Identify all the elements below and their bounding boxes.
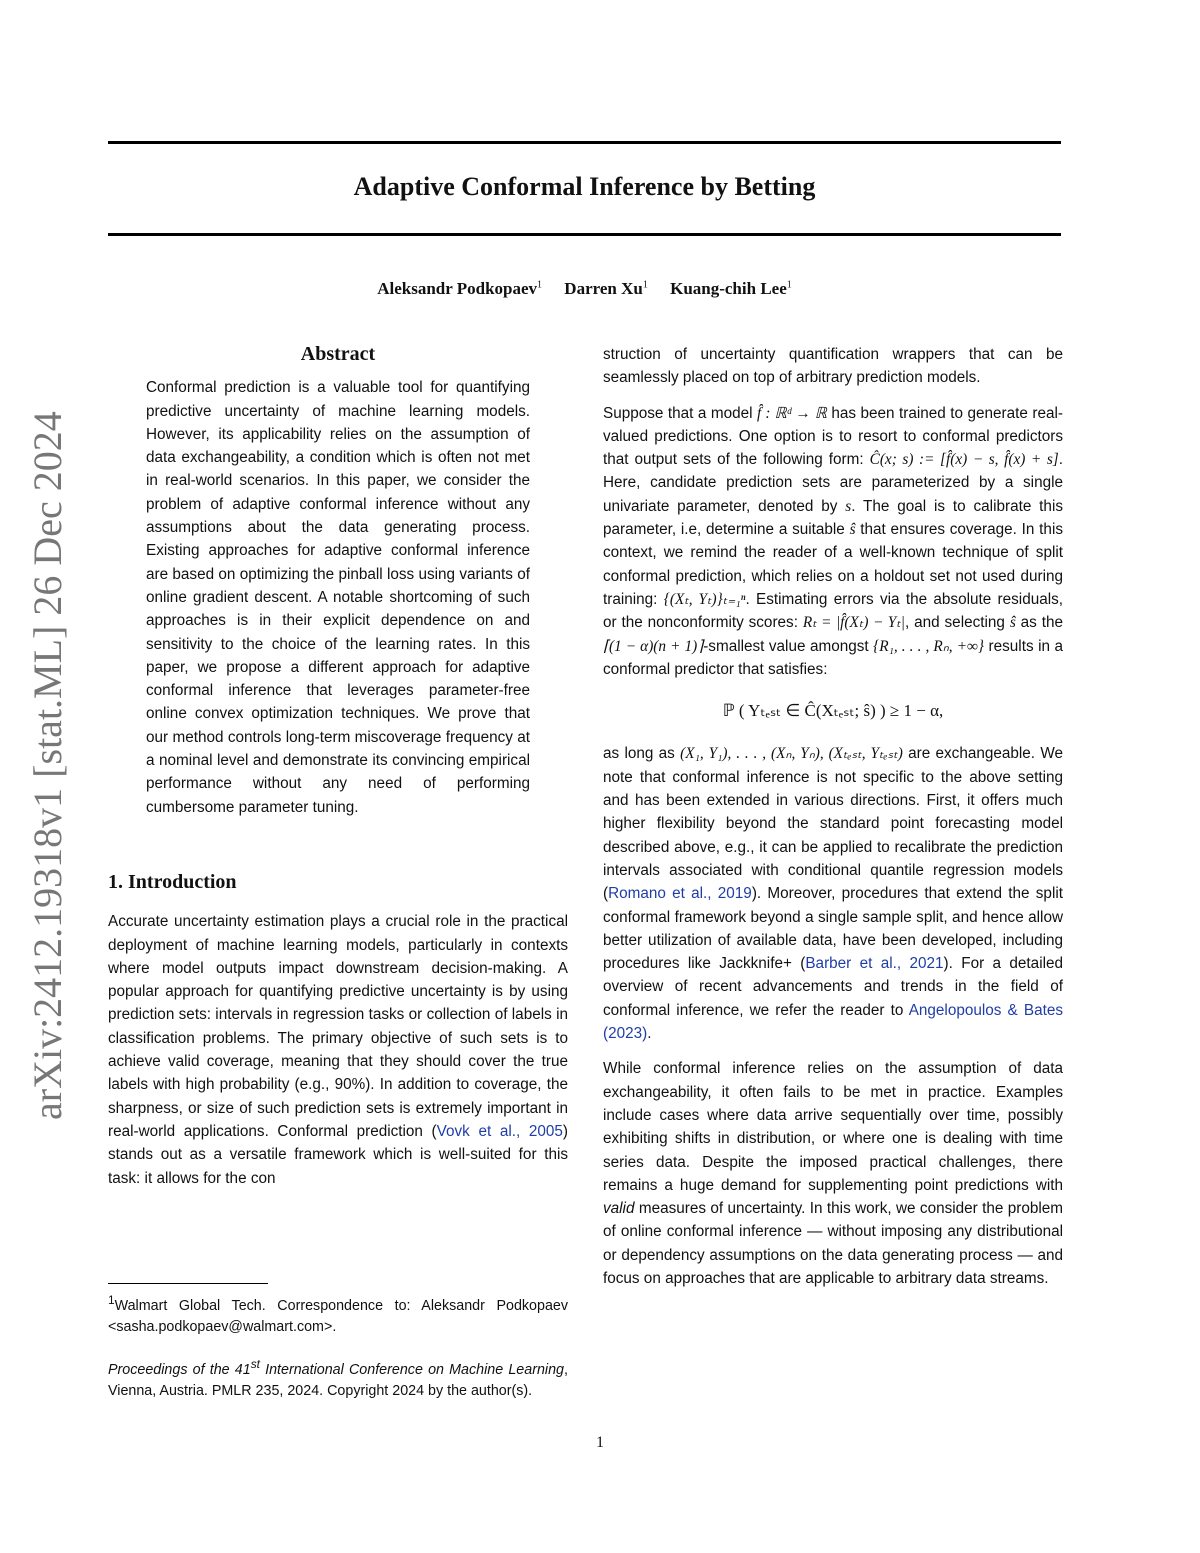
intro-paragraph: Accurate uncertainty estimation plays a crucial role in the practical deployment of machine learning models, particularly in contexts where model outputs impact downstream decision-making. A popular approach for quantifying predictive uncertainty is by using prediction sets: intervals in regression tasks or collection of labels in classification problems. The primary objective of such sets is to achieve valid coverage, meaning that they should cover the true labels with high probability (e.g., 90%). In addition to coverage, the sharpness, or size of such prediction sets is extremely important in real-world applications. Conformal prediction (Vovk et al., 2005) stands out as a versatile framework which is well-suited for this task: it allows for the con — [108, 913, 568, 1187]
author-name: Aleksandr Podkopaev — [377, 279, 538, 298]
citation-link[interactable]: Angelopoulos & Bates (2023) — [603, 1001, 1064, 1043]
author-name: Kuang-chih Lee — [670, 279, 787, 298]
footnotes — [108, 1283, 568, 1402]
footnote-rule — [108, 1283, 268, 1284]
abstract-heading: Abstract — [300, 343, 376, 365]
paper-title: Adaptive Conformal Inference by Betting — [353, 172, 816, 201]
math-inline: {R₁, . . . , Rₙ, +∞} — [873, 637, 985, 655]
proceedings-footnote: Proceedings of the 41st International Conference on Machine Learning, Vienna, Austria. PMLR 235, 2024. Copyright 2024 by the author(s). — [108, 1356, 568, 1399]
affiliation-mark: 1 — [537, 279, 543, 291]
affiliation-mark: 1 — [786, 279, 792, 291]
citation-link[interactable]: Barber et al., 2021 — [805, 955, 944, 973]
affiliation-footnote: $^1$Walmart Global Tech. Correspondence to: Aleksandr Podkopaev <sasha.podkopaev@walmart.com>. — [108, 1293, 568, 1335]
abstract — [108, 343, 568, 819]
citation-link[interactable]: Vovk et al., 2005 — [436, 1122, 563, 1140]
section-heading-introduction: 1. Introduction — [108, 870, 237, 893]
math-inline: ⌈(1 − α)(n + 1)⌉ — [603, 637, 704, 655]
display-equation: ℙ ( Yₜₑₛₜ ∈ Ĉ(Xₜₑₛₜ; ŝ) ) ≥ 1 − α, — [722, 701, 944, 721]
page-number: 1 — [596, 1434, 604, 1451]
math-inline: f̂ : ℝᵈ → ℝ — [757, 404, 827, 422]
title-rule — [108, 233, 1061, 236]
paragraph-exchangeability: as long as (X₁, Y₁), . . . , (Xₙ, Yₙ), (Xₜₑₛₜ, Yₜₑₛₜ) are exchangeable. We note that conformal inference is not specific to the above setting and has been extended in various directions. First, it offers much higher flexibility beyond the standard point forecasting model described above, e.g., it can be applied to recalibrate the prediction intervals associated with conditional quantile regression models (Romano et al., 2019). Moreover, procedures that extend the split conformal framework beyond a single sample split, and hence allow better utilization of available data, have been developed, including procedures like Jackknife+ (Barber et al., 2021). For a detailed overview of recent advancements and trends in the field of conformal inference, we refer the reader to Angelopoulos & Bates (2023). — [603, 745, 1064, 1043]
math-inline: (X₁, Y₁), . . . , (Xₙ, Yₙ), (Xₜₑₛₜ, Yₜₑₛₜ) — [680, 745, 903, 763]
top-rule — [108, 141, 1061, 144]
math-inline: {(Xₜ, Yₜ)}ₜ₌₁ⁿ — [663, 590, 746, 608]
abstract-text: Conformal prediction is a valuable tool for quantifying predictive uncertainty of machine learning models. However, its applicability relies on the assumption of data exchangeability, a condition which is often not met in real-world scenarios. In this paper, we consider the problem of adaptive conformal inference without any assumptions about the data generating process. Existing approaches for adaptive conformal inference are based on optimizing the pinball loss using variants of online gradient descent. A notable shortcoming of such approaches is in their explicit dependence on and sensitivity to the choice of the learning rates. In this paper, we propose a different approach for adaptive conformal inference that leverages parameter-free online convex optimization techniques. We prove that our method controls long-term miscoverage frequency at a nominal level and demonstrate its convincing empirical performance without any need of performing cumbersome parameter tuning. — [146, 379, 530, 816]
author-list — [108, 279, 1061, 299]
citation-link[interactable]: Romano et al., 2019 — [608, 885, 752, 903]
right-column — [603, 343, 1063, 1302]
left-column — [108, 343, 568, 1202]
affiliation-mark: 1 — [642, 279, 648, 291]
paragraph-setup: Suppose that a model f̂ : ℝᵈ → ℝ has been trained to generate real-valued predictions. One option is to resort to conformal predictors that output sets of the following form: Ĉ(x; s) := [f̂(x) − s, f̂(x) + s]. Here, candidate prediction sets are parameterized by a single univariate parameter, denoted by s. The goal is to calibrate this parameter, i.e, determine a suitable ŝ that ensures coverage. In this context, we remind the reader of a well-known technique of split conformal prediction, which relies on a holdout set not used during training: {(Xₜ, Yₜ)}ₜ₌₁ⁿ. Estimating errors via the absolute residuals, or the nonconformity scores: Rₜ = |f̂(Xₜ) − Yₜ|, and selecting ŝ as the ⌈(1 − α)(n + 1)⌉-smallest value amongst {R₁, . . . , Rₙ, +∞} results in a conformal predictor that satisfies: — [603, 404, 1064, 678]
paragraph-continuation: struction of uncertainty quantification wrappers that can be seamlessly placed on top of arbitrary prediction models. — [603, 346, 1063, 387]
math-inline: ŝ — [849, 521, 856, 539]
math-inline: Ĉ(x; s) := [f̂(x) − s, f̂(x) + s] — [869, 451, 1059, 469]
arxiv-identifier: arXiv:2412.19318v1 [stat.ML] 26 Dec 2024 — [25, 411, 70, 1120]
author-name: Darren Xu — [564, 279, 643, 298]
paragraph-motivation: While conformal inference relies on the assumption of data exchangeability, it often fails to be met in practice. Examples include cases where data arrive sequentially over time, possibly exhibiting shifts in distribution, or where one is dealing with time series data. Despite the imposed practical challenges, there remains a huge demand for supplementing point predictions with valid measures of uncertainty. In this work, we consider the problem of online conformal inference — without imposing any distributional or dependency assumptions on the data generating process — and focus on approaches that are applicable to arbitrary data streams. — [603, 1060, 1063, 1287]
math-inline: ŝ — [1009, 614, 1016, 632]
math-inline: s — [845, 497, 852, 515]
math-inline: Rₜ = |f̂(Xₜ) − Yₜ| — [802, 614, 905, 632]
